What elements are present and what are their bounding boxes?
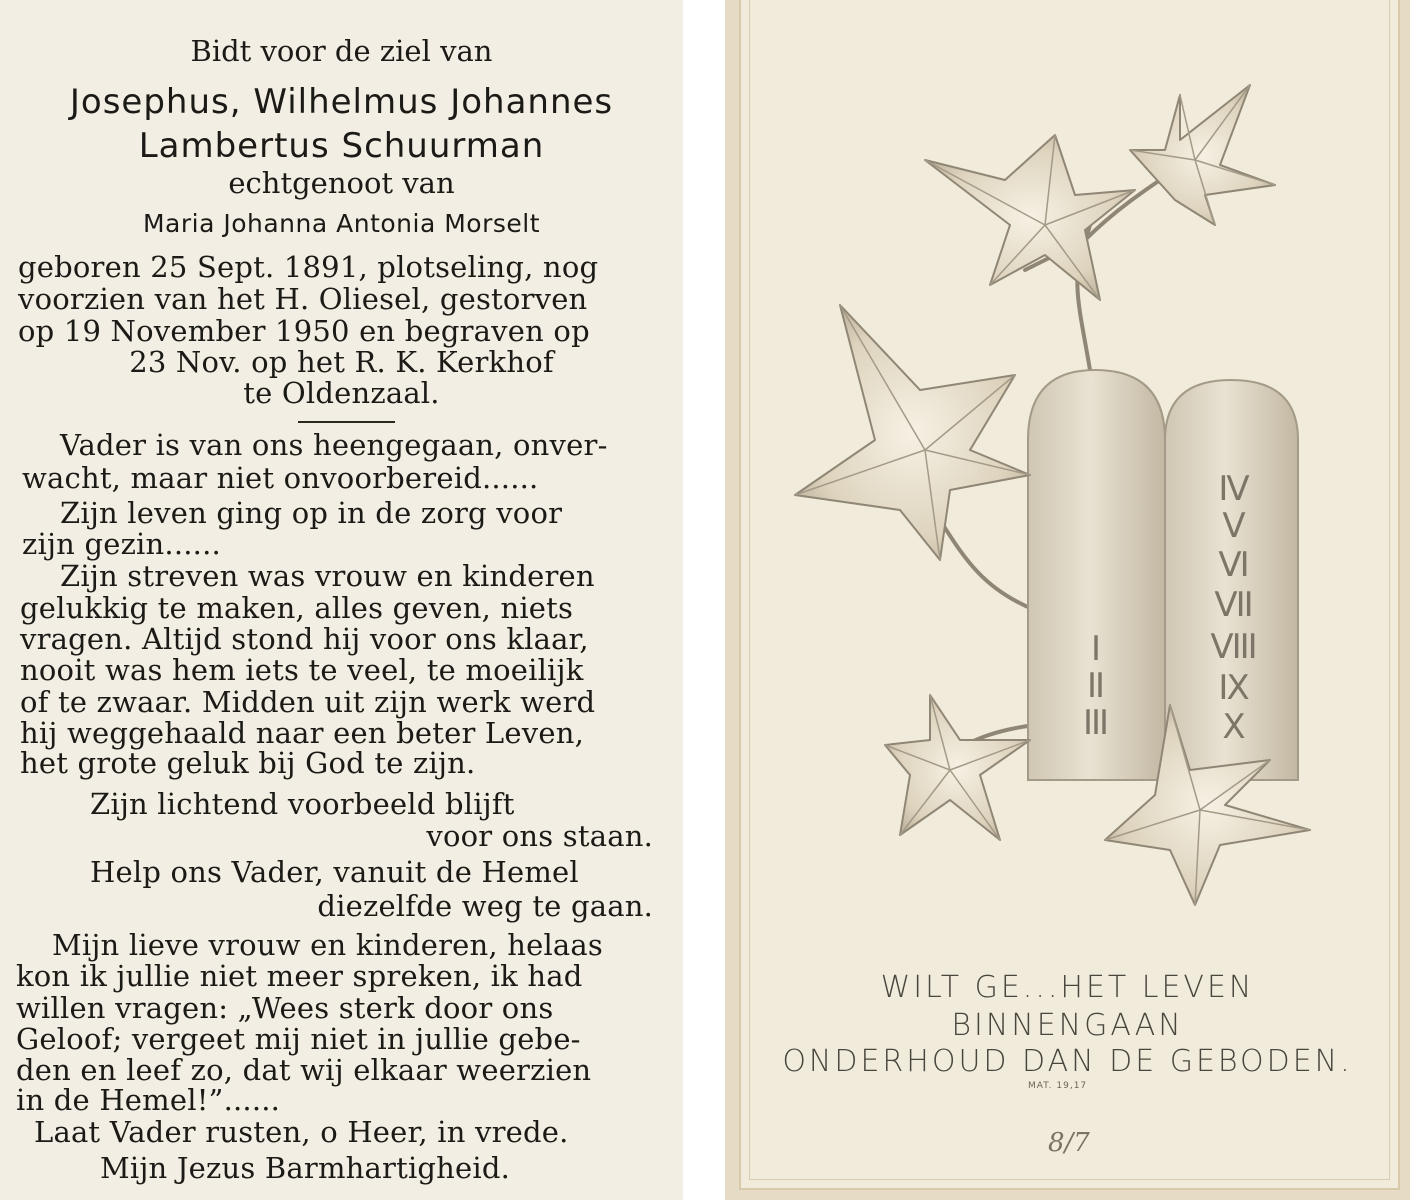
- text-line: Laat Vader rusten, o Heer, in vrede.: [34, 1115, 569, 1149]
- text-line: Zijn streven was vrouw en kinderen: [60, 559, 595, 593]
- text-line: Geloof; vergeet mij niet in jullie gebe-: [16, 1022, 581, 1056]
- text-line: kon ik jullie niet meer spreken, ik had: [16, 959, 583, 993]
- text-line: of te zwaar. Midden uit zijn werk werd: [20, 685, 596, 719]
- name-line-1: Josephus, Wilhelmus Johannes: [69, 82, 614, 122]
- text-line: diezelfde weg te gaan.: [317, 889, 653, 923]
- separator-rule: [298, 421, 395, 423]
- numeral-3: III: [1082, 703, 1108, 743]
- numeral-2: II: [1086, 666, 1104, 706]
- text-line: in de Hemel!”......: [16, 1083, 281, 1117]
- numeral-9: IX: [1218, 668, 1248, 708]
- life-line-2: voorzien van het H. Oliesel, gestorven: [18, 282, 588, 316]
- numeral-10: X: [1222, 707, 1244, 747]
- heading: Bidt voor de ziel van: [190, 34, 493, 68]
- text-line: nooit was hem iets te veel, te moeilijk: [20, 653, 584, 687]
- life-line-4: 23 Nov. op het R. K. Kerkhof: [129, 345, 554, 379]
- text-line: willen vragen: „Wees sterk door ons: [16, 991, 554, 1025]
- catalog-number: 8/7: [1048, 1128, 1090, 1158]
- text-line: het grote geluk bij God te zijn.: [20, 746, 476, 780]
- life-line-3: op 19 November 1950 en begraven op: [18, 314, 590, 348]
- life-line-1: geboren 25 Sept. 1891, plotseling, nog: [18, 250, 599, 284]
- name-line-2: Lambertus Schuurman: [138, 126, 545, 166]
- text-line: Vader is van ons heengegaan, onver-: [60, 428, 608, 462]
- numeral-8: VIII: [1210, 627, 1256, 667]
- scripture-reference: MAT. 19,17: [1028, 1081, 1088, 1091]
- text-line: den en leef zo, dat wij elkaar weerzien: [16, 1053, 592, 1087]
- numeral-4: IV: [1218, 469, 1248, 509]
- ivy-leaf-large: [795, 305, 1030, 560]
- ivy-and-tablets-illustration: [725, 0, 1410, 960]
- motto-line-1: WILT GE...HET LEVEN: [880, 970, 1255, 1005]
- text-line: Mijn Jezus Barmhartigheid.: [100, 1151, 511, 1185]
- text-line: wacht, maar niet onvoorbereid......: [22, 461, 539, 495]
- numeral-7: VII: [1214, 585, 1252, 625]
- numeral-6: VI: [1218, 545, 1248, 585]
- numeral-5: V: [1222, 506, 1244, 546]
- tablets-of-law: [1028, 370, 1298, 780]
- text-line: gelukkig te maken, alles geven, niets: [20, 591, 574, 625]
- life-line-5: te Oldenzaal.: [243, 376, 440, 410]
- text-line: Help ons Vader, vanuit de Hemel: [90, 855, 579, 889]
- motto-line-3: ONDERHOUD DAN DE GEBODEN.: [782, 1044, 1353, 1079]
- memorial-text-card: [0, 0, 683, 1200]
- spouse-intro: echtgenoot van: [228, 166, 455, 200]
- numeral-1: I: [1090, 629, 1100, 669]
- text-line: Zijn lichtend voorbeeld blijft: [90, 787, 515, 821]
- text-line: voor ons staan.: [426, 819, 653, 853]
- text-line: zijn gezin......: [22, 527, 221, 561]
- card-gap: [683, 0, 725, 1200]
- motto-line-2: BINNENGAAN: [951, 1008, 1184, 1043]
- ivy-leaf-top-right: [1130, 85, 1275, 225]
- spouse-name: Maria Johanna Antonia Morselt: [142, 209, 541, 238]
- text-line: hij weggehaald naar een beter Leven,: [20, 716, 584, 750]
- text-line: Zijn leven ging op in de zorg voor: [60, 496, 563, 530]
- text-line: Mijn lieve vrouw en kinderen, helaas: [52, 928, 603, 962]
- text-line: vragen. Altijd stond hij voor ons klaar,: [20, 622, 589, 656]
